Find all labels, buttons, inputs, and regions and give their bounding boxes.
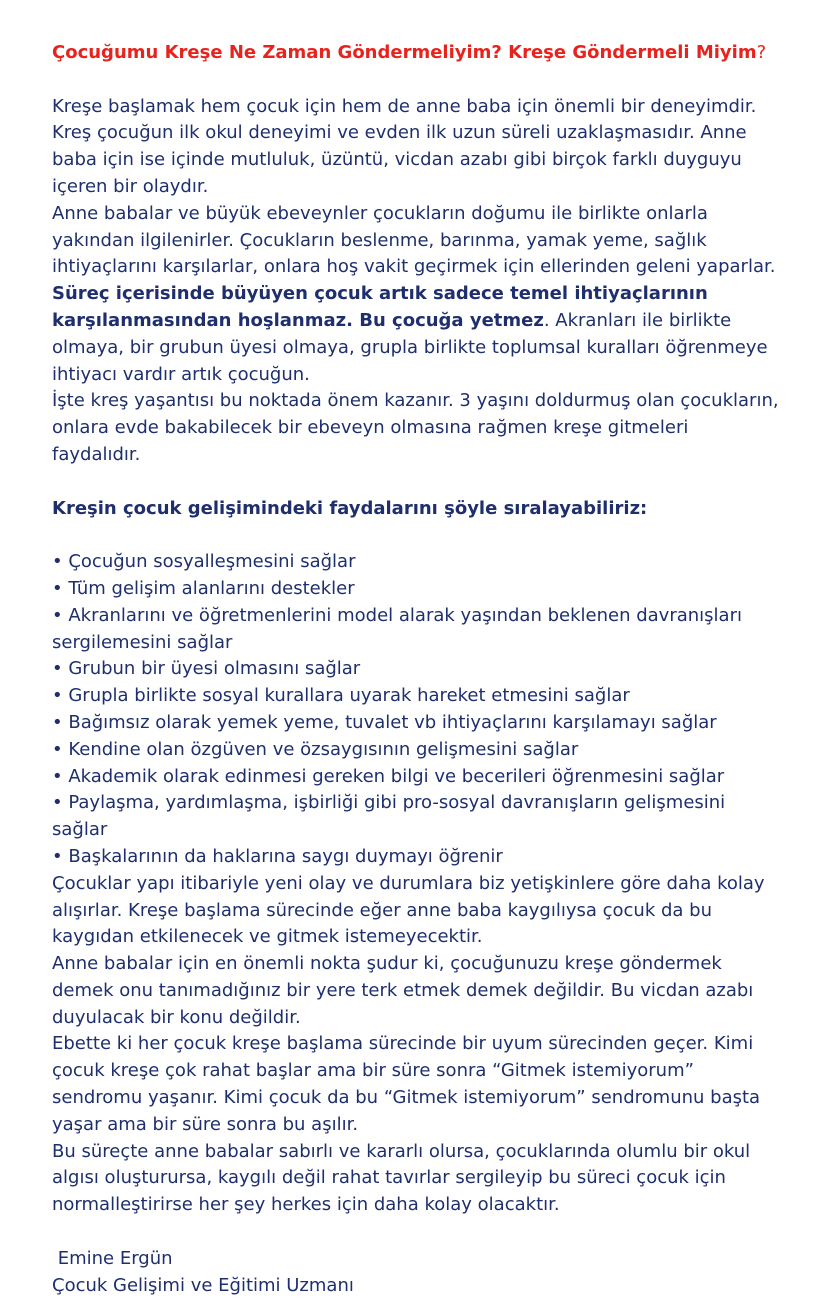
- list-item: • Bağımsız olarak yemek yeme, tuvalet vb ihtiyaçlarını karşılamayı sağlar: [52, 710, 779, 737]
- spacer: [52, 469, 779, 496]
- paragraph-importance: İşte kreş yaşantısı bu noktada önem kazanır. 3 yaşını doldurmuş olan çocukların, onlara evde bakabilecek bir ebeveyn olmasına rağmen kreşe gitmeleri faydalıdır.: [52, 390, 779, 465]
- spacer: [52, 1219, 779, 1246]
- list-item: • Paylaşma, yardımlaşma, işbirliği gibi pro-sosyal davranışların gelişmesini sağlar: [52, 790, 779, 844]
- paragraph-needs-bold: Süreç içerisinde büyüyen çocuk artık sadece temel ihtiyaçlarının karşılanmasından hoşlanmaz. Bu çocuğa yetmez: [52, 283, 708, 331]
- list-item: • Akranlarını ve öğretmenlerini model alarak yaşından beklenen davranışları sergilemesini sağlar: [52, 603, 779, 657]
- paragraph-syndrome: Ebette ki her çocuk kreşe başlama sürecinde bir uyum sürecinden geçer. Kimi çocuk kreşe çok rahat başlar ama bir süre sonra “Gitmek istemiyorum” sendromu yaşanır. Kimi çocuk da bu “Gitmek istemiyorum” sendromunu başta yaşar ama bir süre sonra bu aşılır.: [52, 1033, 761, 1135]
- list-item: • Başkalarının da haklarına saygı duymayı öğrenir: [52, 844, 779, 871]
- benefits-list: [52, 549, 779, 871]
- benefits-heading: Kreşin çocuk gelişimindeki faydalarını şöyle sıralayabiliriz:: [52, 497, 648, 519]
- spacer: [52, 67, 779, 94]
- list-item: • Çocuğun sosyalleşmesini sağlar: [52, 549, 779, 576]
- paragraph-adaptation: Çocuklar yapı itibariyle yeni olay ve durumlara biz yetişkinlere göre daha kolay alışırlar. Kreşe başlama sürecinde eğer anne baba kaygılıysa çocuk da bu kaygıdan etkilenecek ve gitmek istemeyecektir.: [52, 872, 765, 948]
- paragraph-needs-rest: . Akranları ile birlikte olmaya, bir grubun üyesi olmaya, grupla birlikte toplumsal kuralları öğrenmeye ihtiyacı vardır artık çocuğun.: [52, 309, 768, 385]
- article-title-text: Çocuğumu Kreşe Ne Zaman Göndermeliyim? Kreşe Göndermeli Miyim: [52, 42, 757, 63]
- paragraph-guilt: Anne babalar için en önemli nokta şudur ki, çocuğunuzu kreşe göndermek demek onu tanımadığınız bir yere terk etmek demek değildir. Bu vicdan azabı duyulacak bir konu değildir.: [52, 953, 754, 1028]
- author-name: [52, 1246, 779, 1273]
- spacer: [52, 522, 779, 549]
- paragraph-conclusion: Bu süreçte anne babalar sabırlı ve kararlı olursa, çocuklarında olumlu bir okul algısı oluşturursa, kaygılı değil rahat tavırlar sergileyip bu süreci çocuk için normalleştirirse her şey herkes için daha kolay olacaktır.: [52, 1140, 751, 1216]
- list-item: • Kendine olan özgüven ve özsaygısının gelişmesini sağlar: [52, 737, 779, 764]
- list-item: • Grupla birlikte sosyal kurallara uyarak hareket etmesini sağlar: [52, 683, 779, 710]
- author-role: Çocuk Gelişimi ve Eğitimi Uzmanı: [52, 1274, 354, 1296]
- list-item: • Tüm gelişim alanlarını destekler: [52, 576, 779, 603]
- author-name-text: Emine Ergün: [57, 1247, 173, 1269]
- paragraph-intro: Kreşe başlamak hem çocuk için hem de anne baba için önemli bir deneyimdir. Kreş çocuğun ilk okul deneyimi ve evden ilk uzun süreli uzaklaşmasıdır. Anne baba için ise içinde mutluluk, üzüntü, vicdan azabı gibi birçok farklı duyguyu içeren bir olaydır.: [52, 95, 757, 197]
- list-item: • Akademik olarak edinmesi gereken bilgi ve becerileri öğrenmesini sağlar: [52, 764, 779, 791]
- article-title: [52, 40, 779, 67]
- paragraph-parents: Anne babalar ve büyük ebeveynler çocukların doğumu ile birlikte onlarla yakından ilgilenirler. Çocukların beslenme, barınma, yamak yeme, sağlık ihtiyaçlarını karşılarlar, onlara hoş vakit geçirmek için ellerinden geleni yaparlar.: [52, 202, 776, 278]
- article-title-suffix: ?: [756, 42, 767, 63]
- paragraph-needs: [52, 281, 779, 388]
- list-item: • Grubun bir üyesi olmasını sağlar: [52, 656, 779, 683]
